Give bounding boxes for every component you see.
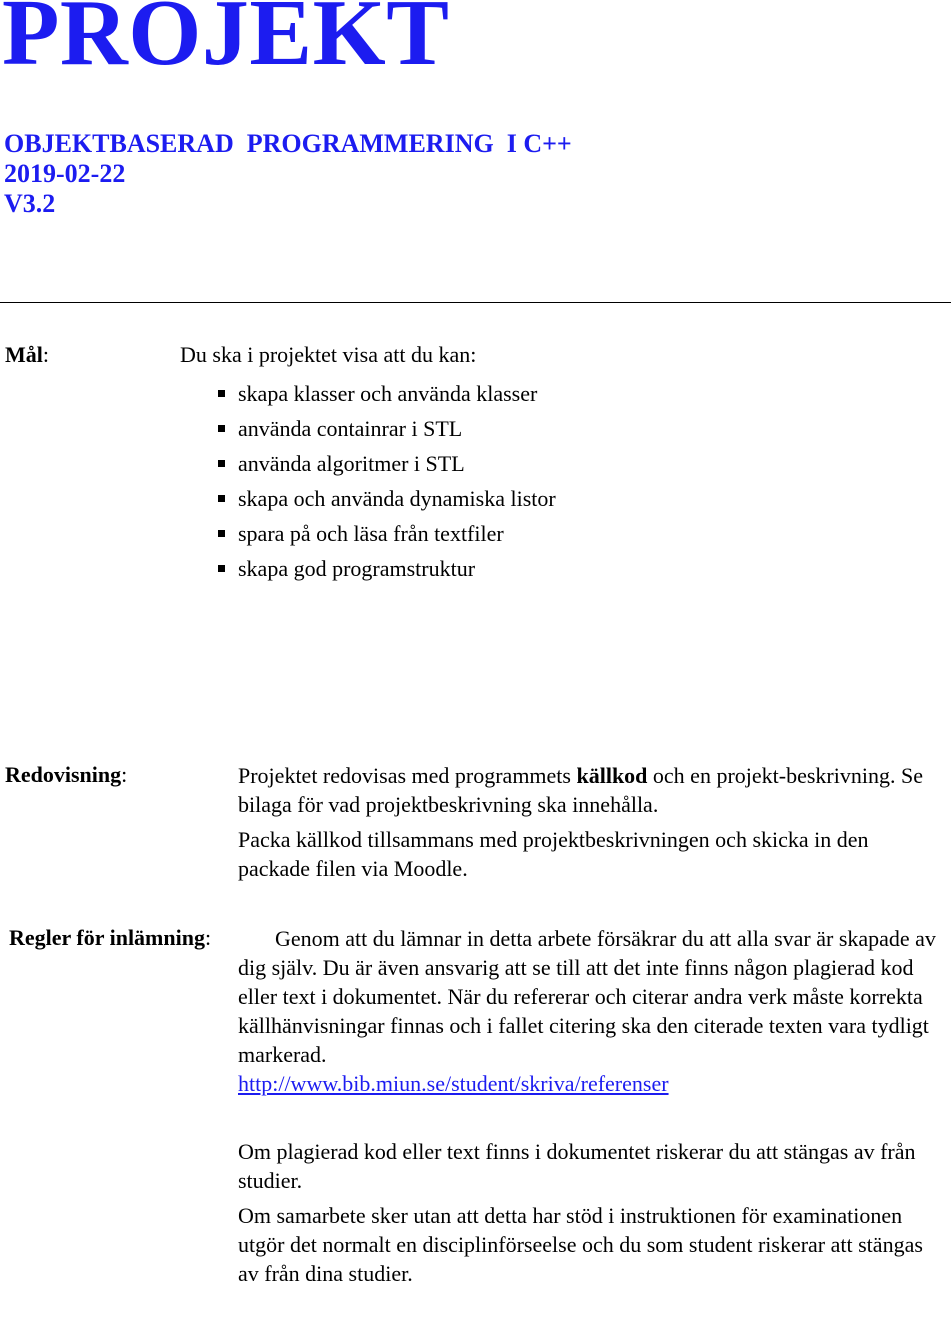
list-item: använda containrar i STL	[218, 411, 556, 446]
document-version: V3.2	[4, 189, 56, 218]
header-subtitle-block	[4, 129, 572, 219]
goals-intro: Du ska i projektet visa att du kan:	[180, 342, 477, 367]
list-item: använda algoritmer i STL	[218, 446, 556, 481]
document-date: 2019-02-22	[4, 159, 126, 188]
references-link[interactable]: http://www.bib.miun.se/student/skriva/referenser	[238, 1071, 669, 1096]
square-bullet-icon	[218, 495, 225, 502]
goals-label: Mål:	[5, 342, 50, 367]
course-name: OBJEKTBASERAD PROGRAMMERING I C++	[4, 129, 572, 158]
square-bullet-icon	[218, 460, 225, 467]
square-bullet-icon	[218, 425, 225, 432]
list-item: skapa och använda dynamiska listor	[218, 481, 556, 516]
rules-paragraph-3: Om samarbete sker utan att detta har stöd i instruktionen för examinationen utgör det normalt en disciplinförseelse och du som student riskerar att stängas av från dina studier.	[238, 1203, 923, 1286]
presentation-paragraph-1: Projektet redovisas med programmets källkod och en projekt-beskrivning. Se bilaga för vad projektbeskrivning ska innehålla.	[238, 763, 923, 817]
rules-paragraph-1: Genom att du lämnar in detta arbete försäkrar du att alla svar är skapade av dig själv. Du är även ansvarig att se till att det inte finns någon plagierad kod eller text i dokumentet. När du refererar och citerar andra verk måste korrekta källhänvisningar finnas och i fallet citering ska den citerade texten vara tydligt markerad. http://www.bib.miun.se/student/skriva/referenser	[238, 926, 936, 1096]
square-bullet-icon	[218, 565, 225, 572]
square-bullet-icon	[218, 390, 225, 397]
presentation-paragraph-2: Packa källkod tillsammans med projektbeskrivningen och skicka in den packade filen via Moodle.	[238, 827, 869, 881]
list-item: skapa god programstruktur	[218, 551, 556, 586]
horizontal-divider	[0, 302, 951, 303]
goals-list	[218, 376, 556, 586]
list-item: skapa klasser och använda klasser	[218, 376, 556, 411]
rules-label: Regler för inlämning:	[9, 925, 212, 950]
rules-paragraph-2: Om plagierad kod eller text finns i dokumentet riskerar du att stängas av från studier.	[238, 1139, 916, 1193]
square-bullet-icon	[218, 530, 225, 537]
presentation-label: Redovisning:	[5, 762, 128, 787]
list-item: spara på och läsa från textfiler	[218, 516, 556, 551]
page-title: PROJEKT	[2, 0, 450, 85]
